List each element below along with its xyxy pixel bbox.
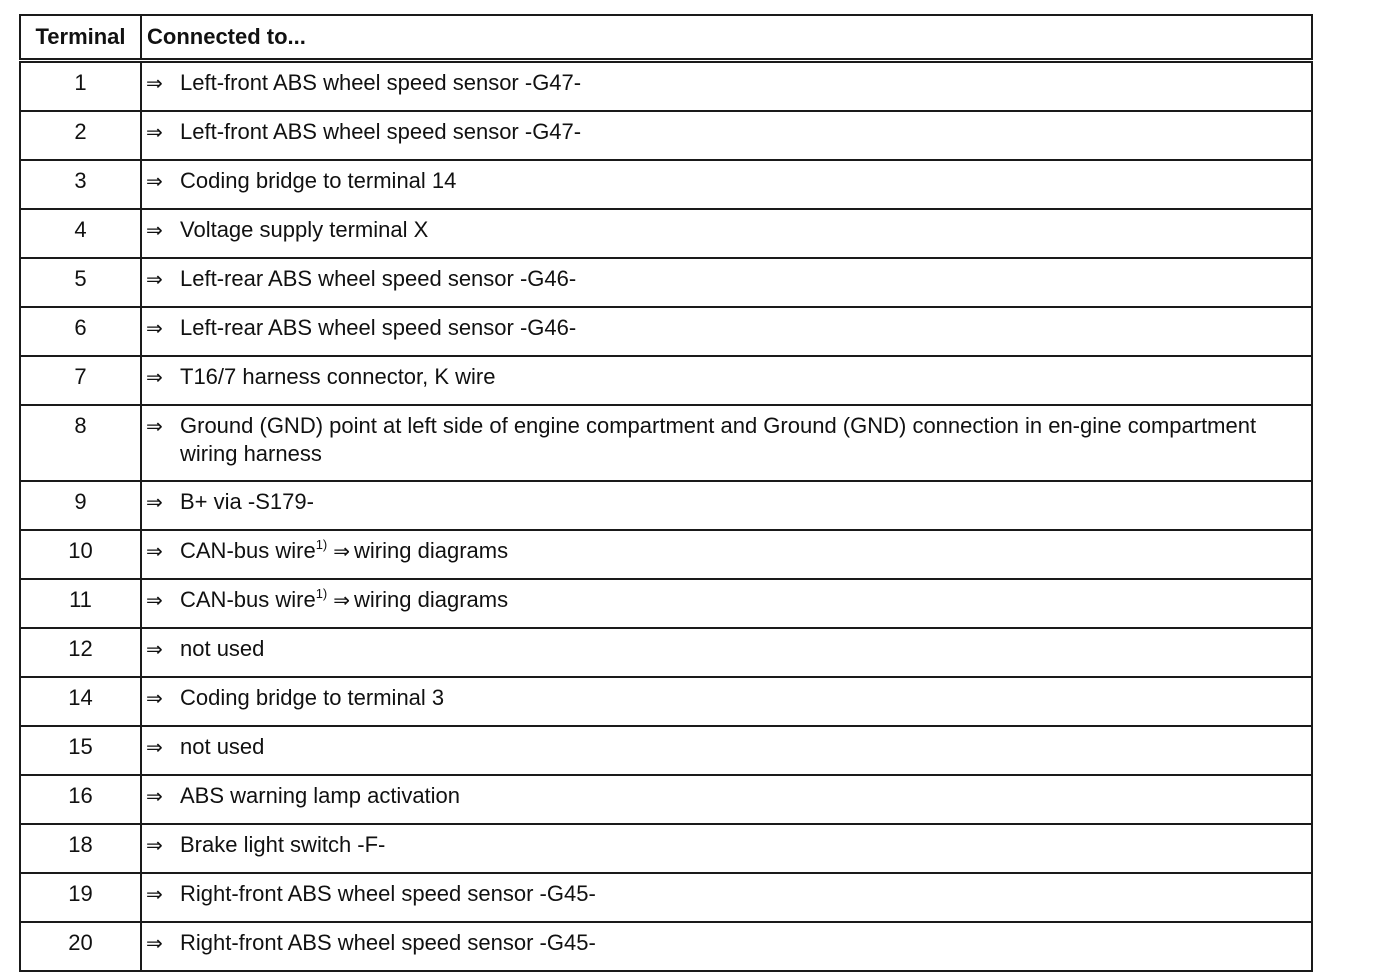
connection-description [180, 586, 1311, 614]
table-row [20, 530, 1312, 579]
connection-description [180, 782, 1311, 810]
connection-label: Coding bridge to terminal 14 [180, 168, 457, 193]
double-arrow-icon: ⇒ [146, 71, 163, 95]
connected-to-cell [141, 873, 1312, 922]
table-row [20, 873, 1312, 922]
connected-to-cell [141, 922, 1312, 971]
terminal-number: 15 [20, 726, 141, 775]
table-row [20, 405, 1312, 481]
table-row [20, 922, 1312, 971]
terminal-number: 14 [20, 677, 141, 726]
connection-line [142, 363, 1311, 391]
connected-to-cell [141, 209, 1312, 258]
terminal-number: 2 [20, 111, 141, 160]
connection-description [180, 363, 1311, 391]
connection-label: B+ via -S179- [180, 489, 314, 514]
double-arrow-icon: ⇒ [146, 833, 163, 857]
reference-link[interactable]: wiring diagrams [354, 538, 509, 563]
double-arrow-icon: ⇒ [146, 637, 163, 661]
table-row [20, 307, 1312, 356]
terminal-number: 18 [20, 824, 141, 873]
connected-to-cell [141, 307, 1312, 356]
connected-to-cell [141, 824, 1312, 873]
terminal-number: 19 [20, 873, 141, 922]
terminal-number: 4 [20, 209, 141, 258]
connection-description [180, 880, 1311, 908]
connection-description [180, 831, 1311, 859]
connected-to-cell [141, 530, 1312, 579]
terminal-number: 3 [20, 160, 141, 209]
table-row [20, 356, 1312, 405]
header-terminal: Terminal [20, 15, 141, 61]
double-arrow-icon: ⇒ [146, 882, 163, 906]
connection-label: CAN-bus wire [180, 538, 316, 563]
table-row [20, 775, 1312, 824]
terminal-number: 9 [20, 481, 141, 530]
connected-to-cell [141, 258, 1312, 307]
table-row [20, 579, 1312, 628]
table-row [20, 160, 1312, 209]
connection-line [142, 69, 1311, 97]
footnote-marker: 1) [315, 537, 328, 552]
connected-to-cell [141, 481, 1312, 530]
connection-line [142, 782, 1311, 810]
terminal-number: 7 [20, 356, 141, 405]
connected-to-cell [141, 160, 1312, 209]
table-header-row [20, 15, 1312, 61]
connection-label: Right-front ABS wheel speed sensor -G45- [180, 881, 596, 906]
double-arrow-icon: ⇒ [333, 588, 351, 612]
connection-description [180, 314, 1311, 342]
terminal-number: 12 [20, 628, 141, 677]
connection-description [180, 684, 1311, 712]
table-row [20, 111, 1312, 160]
terminal-connection-table [19, 14, 1313, 972]
double-arrow-icon: ⇒ [146, 414, 163, 438]
connection-description [180, 69, 1311, 97]
reference-link[interactable]: wiring diagrams [354, 587, 509, 612]
connection-description [180, 488, 1311, 516]
double-arrow-icon: ⇒ [146, 735, 163, 759]
terminal-number: 11 [20, 579, 141, 628]
connection-line [142, 831, 1311, 859]
double-arrow-icon: ⇒ [146, 267, 163, 291]
double-arrow-icon: ⇒ [146, 931, 163, 955]
connection-line [142, 265, 1311, 293]
connection-label: Left-rear ABS wheel speed sensor -G46- [180, 266, 577, 291]
connection-description [180, 216, 1311, 244]
connection-description [180, 412, 1311, 468]
table-body [20, 61, 1312, 972]
connection-line [142, 929, 1311, 957]
connection-label: Brake light switch -F- [180, 832, 386, 857]
terminal-number: 20 [20, 922, 141, 971]
connected-to-cell [141, 111, 1312, 160]
connection-line [142, 684, 1311, 712]
connected-to-cell [141, 677, 1312, 726]
connected-to-cell [141, 628, 1312, 677]
connection-label: ABS warning lamp activation [180, 783, 461, 808]
connection-label: Left-rear ABS wheel speed sensor -G46- [180, 315, 577, 340]
double-arrow-icon: ⇒ [146, 588, 163, 612]
connection-label: not used [180, 636, 265, 661]
connection-line [142, 880, 1311, 908]
connected-to-cell [141, 356, 1312, 405]
table-row [20, 258, 1312, 307]
header-connected-to: Connected to... [141, 15, 1312, 61]
connection-description [180, 265, 1311, 293]
connection-label: Coding bridge to terminal 3 [180, 685, 445, 710]
connection-label: CAN-bus wire [180, 587, 316, 612]
terminal-number: 6 [20, 307, 141, 356]
double-arrow-icon: ⇒ [146, 169, 163, 193]
double-arrow-icon: ⇒ [146, 120, 163, 144]
table-row [20, 209, 1312, 258]
connection-label: T16/7 harness connector, K wire [180, 364, 496, 389]
double-arrow-icon: ⇒ [146, 539, 163, 563]
connection-label: Left-front ABS wheel speed sensor -G47- [180, 70, 582, 95]
connected-to-cell [141, 405, 1312, 481]
connection-description [180, 537, 1311, 565]
terminal-number: 8 [20, 405, 141, 481]
connection-description [180, 929, 1311, 957]
terminal-number: 10 [20, 530, 141, 579]
double-arrow-icon: ⇒ [333, 539, 351, 563]
connection-line [142, 488, 1311, 516]
double-arrow-icon: ⇒ [146, 490, 163, 514]
table-row [20, 726, 1312, 775]
connected-to-cell [141, 61, 1312, 112]
connection-description [180, 733, 1311, 761]
connection-label: Left-front ABS wheel speed sensor -G47- [180, 119, 582, 144]
connected-to-cell [141, 579, 1312, 628]
table-row [20, 677, 1312, 726]
connection-label: not used [180, 734, 265, 759]
table-row [20, 628, 1312, 677]
double-arrow-icon: ⇒ [146, 784, 163, 808]
connection-label: Voltage supply terminal X [180, 217, 429, 242]
connected-to-cell [141, 726, 1312, 775]
table-row [20, 61, 1312, 112]
terminal-number: 5 [20, 258, 141, 307]
table-row [20, 481, 1312, 530]
connection-line [142, 586, 1311, 614]
double-arrow-icon: ⇒ [146, 316, 163, 340]
connection-description [180, 167, 1311, 195]
connection-description [180, 635, 1311, 663]
connection-line [142, 537, 1311, 565]
double-arrow-icon: ⇒ [146, 365, 163, 389]
connection-line [142, 118, 1311, 146]
terminal-number: 16 [20, 775, 141, 824]
connection-label: Right-front ABS wheel speed sensor -G45- [180, 930, 596, 955]
footnote-marker: 1) [315, 586, 328, 601]
connection-line [142, 412, 1311, 468]
table-row [20, 824, 1312, 873]
connection-line [142, 216, 1311, 244]
connection-line [142, 635, 1311, 663]
connection-line [142, 167, 1311, 195]
connection-line [142, 314, 1311, 342]
connection-label: Ground (GND) point at left side of engine compartment and Ground (GND) connection in en-gine compartment wiring harness [180, 413, 1257, 466]
connection-line [142, 733, 1311, 761]
connection-description [180, 118, 1311, 146]
terminal-number: 1 [20, 61, 141, 112]
connected-to-cell [141, 775, 1312, 824]
double-arrow-icon: ⇒ [146, 218, 163, 242]
double-arrow-icon: ⇒ [146, 686, 163, 710]
